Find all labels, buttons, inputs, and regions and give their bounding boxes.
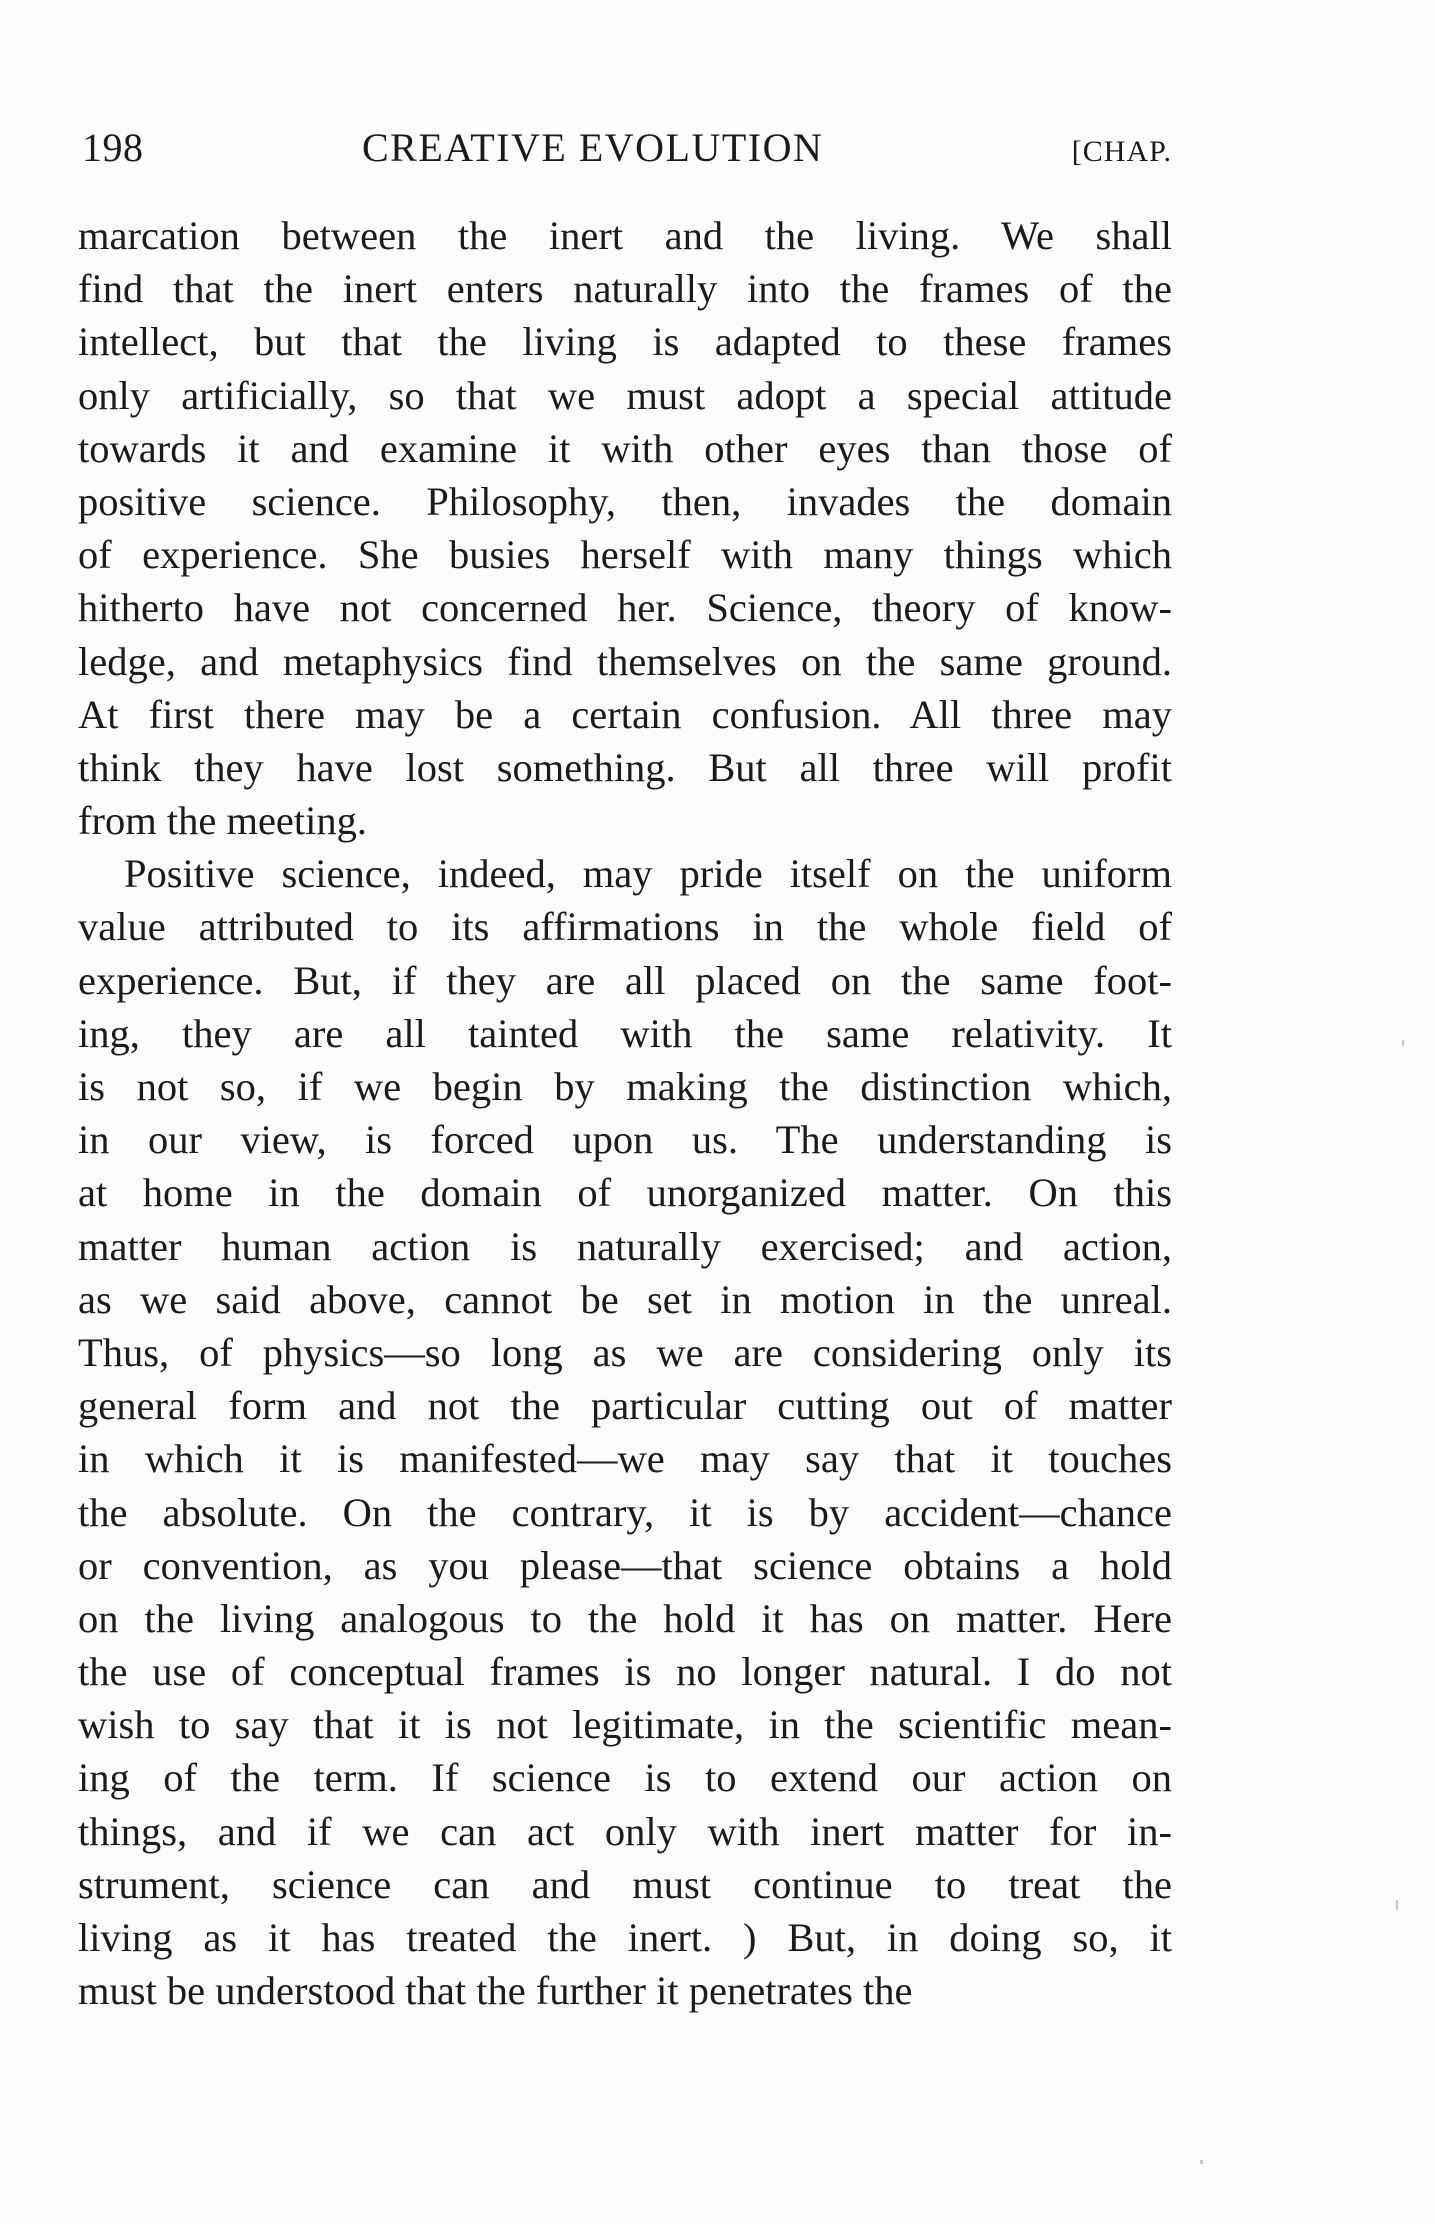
- text-line: general form and not the particular cutting out of matter: [78, 1383, 1172, 1429]
- text-line: Thus, of physics—so long as we are considering only its: [78, 1329, 1172, 1375]
- text-line: marcation between the inert and the living. We shall: [78, 213, 1172, 258]
- text-line: find that the inert enters naturally into the frames of the: [78, 266, 1172, 312]
- text-line: ing of the term. If science is to extend our action on: [78, 1755, 1172, 1801]
- text-line: must be understood that the further it penetrates the: [78, 1968, 913, 2014]
- text-line: as we said above, cannot be set in motion in the unreal.: [78, 1276, 1172, 1322]
- text-line: positive science. Philosophy, then, invades the domain: [78, 478, 1172, 524]
- chapter-mark: [CHAP.: [1071, 135, 1172, 168]
- margin-speck: [1396, 1900, 1398, 1910]
- text-line: wish to say that it is not legitimate, in the scientific mean-: [78, 1702, 1172, 1748]
- margin-speck: [1402, 1040, 1404, 1046]
- text-line: Positive science, indeed, may pride itself on the uniform: [124, 851, 1172, 897]
- text-line: from the meeting.: [78, 798, 368, 844]
- text-line: ledge, and metaphysics find themselves on the same ground.: [78, 638, 1172, 684]
- text-line: value attributed to its affirmations in the whole field of: [78, 904, 1172, 950]
- text-line: intellect, but that the living is adapted to these frames: [78, 319, 1172, 365]
- text-line: in our view, is forced upon us. The understanding is: [78, 1117, 1172, 1163]
- text-line: of experience. She busies herself with many things which: [78, 532, 1172, 578]
- text-line: matter human action is naturally exercised; and action,: [78, 1223, 1172, 1269]
- page-number: 198: [82, 125, 144, 170]
- book-title: CREATIVE EVOLUTION: [362, 125, 824, 170]
- text-line: the absolute. On the contrary, it is by accident—chance: [78, 1489, 1172, 1535]
- text-line: or convention, as you please—that science obtains a hold: [78, 1542, 1172, 1588]
- margin-speck: [1200, 2160, 1203, 2164]
- text-line: experience. But, if they are all placed on the same foot-: [78, 957, 1172, 1003]
- text-line: hitherto have not concerned her. Science, theory of know-: [78, 585, 1172, 631]
- text-line: the use of conceptual frames is no longer natural. I do not: [78, 1649, 1172, 1695]
- body-text: [78, 209, 1172, 2017]
- text-line: living as it has treated the inert. ) But, in doing so, it: [78, 1915, 1172, 1960]
- paragraph: [78, 209, 1172, 847]
- text-line: only artificially, so that we must adopt a special attitude: [78, 372, 1172, 418]
- text-line: think they have lost something. But all three will profit: [78, 744, 1172, 790]
- text-line: things, and if we can act only with inert matter for in-: [78, 1808, 1172, 1854]
- text-line: towards it and examine it with other eyes than those of: [78, 425, 1172, 471]
- text-line: strument, science can and must continue to treat the: [78, 1861, 1172, 1907]
- text-line: At first there may be a certain confusion. All three may: [78, 691, 1172, 737]
- paragraph: [78, 847, 1172, 2017]
- text-line: is not so, if we begin by making the distinction which,: [78, 1064, 1172, 1109]
- text-line: on the living analogous to the hold it has on matter. Here: [78, 1595, 1172, 1641]
- text-line: in which it is manifested—we may say that it touches: [78, 1436, 1172, 1482]
- running-head: [82, 118, 1172, 178]
- text-line: ing, they are all tainted with the same relativity. It: [78, 1010, 1172, 1056]
- text-line: at home in the domain of unorganized matter. On this: [78, 1170, 1172, 1216]
